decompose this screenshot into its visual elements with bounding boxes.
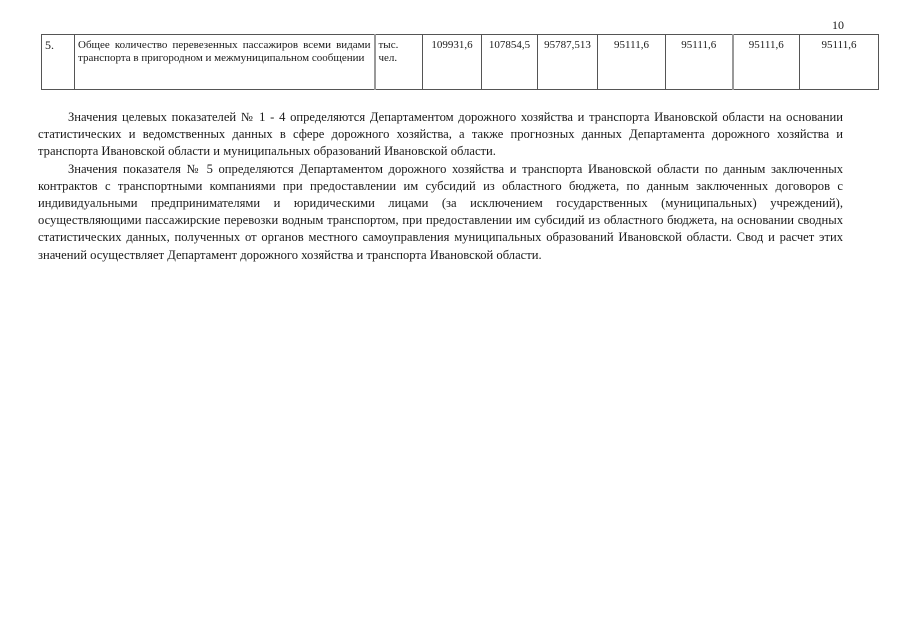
value-cell-1: 109931,6 [423, 35, 482, 90]
unit-of-measure: тыс. чел. [375, 35, 423, 90]
body-text [38, 109, 843, 264]
value-cell-7: 95111,6 [800, 35, 879, 90]
paragraph-indicator-5: Значения показателя № 5 определяются Департаментом дорожного хозяйства и транспорта Ивановской области по данным заключенных контрактов с транспортными компаниями при предоставлении им субсидий из областного бюджета, по данным заключенных договоров с индивидуальными предпринимателями и юридическими лицами (за исключением государственных (муниципальных) учреждений), осуществляющими пассажирские перевозки водным транспортом, при предоставлении им субсидий из областного бюджета, на основании сводных статистических данных, полученных от органов местного самоуправления муниципальных образований Ивановской области. Свод и расчет этих значений осуществляет Департамент дорожного хозяйства и транспорта Ивановской области. [38, 161, 843, 262]
paragraph-indicators-1-4: Значения целевых показателей № 1 - 4 определяются Департаментом дорожного хозяйства и транспорта Ивановской области на основании статистических и ведомственных данных в сфере дорожного хозяйства, а также прогнозных данных Департамента дорожного хозяйства и транспорта Ивановской области и муниципальных образований Ивановской области. [38, 110, 843, 159]
indicators-table [41, 34, 879, 90]
value-cell-5: 95111,6 [666, 35, 733, 90]
value-cell-6: 95111,6 [733, 35, 800, 90]
table-row [42, 35, 879, 90]
indicator-name: Общее количество перевезенных пассажиров всеми видами транспорта в пригородном и межмуниципальном сообщении [75, 35, 375, 90]
page-number: 10 [832, 18, 844, 32]
value-cell-3: 95787,513 [538, 35, 598, 90]
value-cell-2: 107854,5 [482, 35, 538, 90]
row-number: 5. [42, 35, 75, 90]
value-cell-4: 95111,6 [598, 35, 666, 90]
